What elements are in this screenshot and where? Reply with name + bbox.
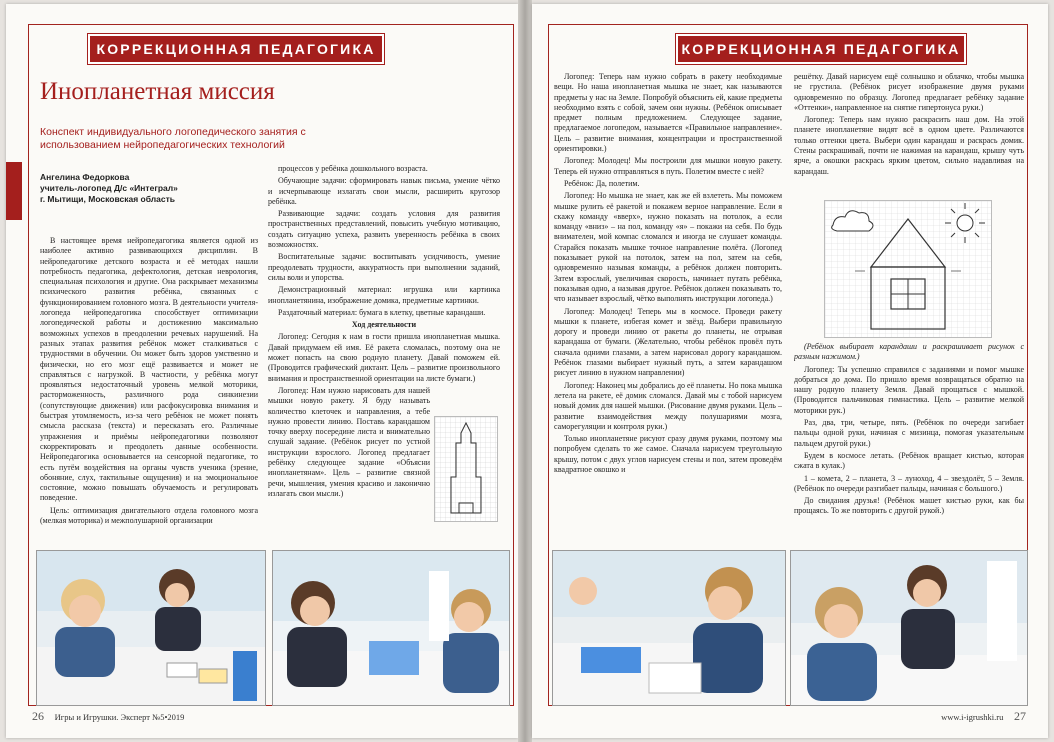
author-city: г. Мытищи, Московская область <box>40 194 175 204</box>
paragraph: Раздаточный материал: бумага в клетку, цветные карандаши. <box>278 307 486 317</box>
paragraph: Демонстрационный материал: игрушка или картинка инопланетянина, изображение домика, предметные картинки. <box>268 285 500 305</box>
paragraph: До свидания друзья! (Ребёнок машет кистью руки, как бы прощаясь. То же повторить с другой рукой.) <box>794 496 1024 516</box>
paragraph: Логопед: Но мышка не знает, как же ей взлететь. Мы поможем мышке рулить её ракетой и покажем верное направление. Если я скажу команду «вверх», нужно показать на потолок, а если команду «вниз» – на пол, команду «я» – покажи на себя. По будь внимателен, мой компас сломался и иногда не слушает команды. Старайся показать мышке точное направление полёта. (Логопед показывает рукой на потолок, затем на пол, затем на себя, одновременно называя команды, а ребёнок должен повторить. Затем взрослый, увеличивая скорость, начинает путать ребёнка, показывая одно, а называя другое. Ребёнок должен показывать то, что называет взрослый, чётко выполнять инструкции логопеда.) <box>554 191 782 304</box>
section-rubric: КОРРЕКЦИОННАЯ ПЕДАГОГИКА <box>676 34 966 64</box>
paragraph: 1 – комета, 2 – планета, 3 – луноход, 4 – звездолёт, 5 – Земля. (Ребёнок по очереди разгибает пальцы, начиная с большого.) <box>794 473 1024 493</box>
paragraph: Логопед: Теперь нам нужно собрать в ракету необходимые вещи. Но наша инопланетная мышка не знает, как называются предметы у нас на Земле. Попробуй объяснить ей, какие предметы необходимо взять с собой, зачем они нужны. (Ребёнок описывает предмет полным предложением. Следующее задание, предлагаемое логопедом, называется «Правильное направление». Цель – развитие внимания, концентрации и пространственной ориентировки.) <box>554 72 782 154</box>
magazine-issue: Игры и Игрушки. Эксперт №5•2019 <box>54 712 185 722</box>
paragraph: Развивающие задачи: создать условия для развития пространственных представлений, повысить учебную мотивацию, создать ситуацию успеха, развить уверенность ребёнка в своих возможностях. <box>268 209 500 250</box>
paragraph: Логопед: Наконец мы добрались до её планеты. Но пока мышка летела на ракете, её домик сломался. Давай мы с тобой нарисуем новый домик для нашей мышки. (Рисование двумя руками. Цель – развитие взаимодействия между полушариями мозга, саморегуляции и контроля руки.) <box>554 380 782 431</box>
lesson-photo-1 <box>36 550 266 706</box>
paragraph: Цель: оптимизация двигательного отдела головного мозга (мелкая моторика) и межполушарной организации <box>40 505 258 526</box>
paragraph: Логопед: Сегодня к нам в гости пришла инопланетная мышка. Давай придумаем ей имя. Её ракета сломалась, поэтому она не может попасть на свою родную планету. Давай поможем ей. (Проводится графический диктант. Цель – развитие произвольного внимания и пространственной ориентации на листе бумаги.) <box>268 332 500 383</box>
spine-gutter <box>518 0 532 742</box>
text-column-4-bottom <box>794 342 1024 548</box>
right-page <box>532 4 1048 738</box>
footer-left <box>32 709 184 724</box>
section-heading: Ход деятельности <box>351 320 417 330</box>
paragraph: решётку. Давай нарисуем ещё солнышко и облачко, чтобы мышка не грустила. (Ребёнок рисует изображение двумя руками одновременно по образцу. Логопед предлагает ребёнку задание «Оттенки», направленное на снятие гипертонуса руки.) <box>794 72 1024 112</box>
rocket-grid-figure <box>434 416 498 522</box>
author-block <box>40 172 230 205</box>
text-column-4-top <box>794 72 1024 196</box>
article-title: Инопланетная миссия <box>40 78 275 105</box>
paragraph: Будем в космосе летать. (Ребёнок вращает кистью, которая сжата в кулак.) <box>794 450 1024 471</box>
author-strip <box>6 162 22 220</box>
paragraph: Ребёнок: Да, полетим. <box>564 178 640 188</box>
text-column-1 <box>40 236 258 548</box>
paragraph: (Ребёнок выбирает карандаши и раскрашивает рисунок с разным нажимом.) <box>794 342 1024 362</box>
lesson-photo-2 <box>272 550 510 706</box>
footer-right <box>941 709 1026 724</box>
lesson-photo-3 <box>552 550 786 706</box>
paragraph: Воспитательные задачи: воспитывать усидчивость, умение преодолевать трудности, аккуратность при выполнении заданий, силы воли и упорства. <box>268 252 500 282</box>
article-subtitle: Конспект индивидуального логопедического занятия с использованием нейропедагогических технологий <box>40 126 306 151</box>
section-rubric: КОРРЕКЦИОННАЯ ПЕДАГОГИКА <box>88 34 384 64</box>
left-page <box>6 4 518 738</box>
author-name: Ангелина Федоркова <box>40 172 130 182</box>
page-number: 26 <box>32 709 44 723</box>
paragraph: Логопед: Молодец! Мы построили для мышки новую ракету. Теперь ей нужно отправляться в путь. Полетим вместе с ней? <box>554 156 782 176</box>
page-number: 27 <box>1014 709 1026 723</box>
paragraph: Обучающие задачи: сформировать навык письма, умение чётко и исчерпывающе излагать свои мысли, расширить кругозор ребёнка. <box>268 176 500 206</box>
paragraph: В настоящее время нейропедагогика является одной из наиболее активно развивающихся дисциплин. В нейропедагогике детского возраста и её методах нашли потребность педагогика, дефектология, детская неврология, специальная психология и другие. Она раскрывает механизмы психического развития ребёнка, связанных с функционированием головного мозга. В деятельности учителя-логопеда нейропедагогика способствует оптимизации логопедической работы и достижению максимально возможных успехов в преодолении речевых нарушений. На разных этапах развития ребёнок может сталкиваться с трудностями в обучении. Он может быть здоров умственно и физически, но его мозг ещё развивается и может не справляться с нагрузкой. В частности, у ребёнка могут проявляться недостаточный уровень мелкой моторики, расторможенность, различного рода синкинезии (сопутствующие движения) или расфокусировка внимания и быстрая утомляемость, из-за чего ребёнок не может понять смысла рассказа (текста) и пересказать его. Различные упражнения и приёмы нейропедагогики позволяют скорректировать и преодолеть данные особенности. Нейропедагогика основывается на сенсорной педагогике, то есть путём воздействия на органы чувств ученика (зрение, обоняние, слух, тактильные ощущения) и на эмоциональное состояние, можно повышать обучаемость и регулировать поведение. <box>40 236 258 503</box>
text-column-3 <box>554 72 782 546</box>
paragraph: Раз, два, три, четыре, пять. (Ребёнок по очереди загибает пальцы одной руки, начиная с мизинца, помогая указательным пальцем другой руки.) <box>794 418 1024 448</box>
lesson-photo-4 <box>790 550 1028 706</box>
paragraph: Логопед: Молодец! Теперь мы в космосе. Проведи ракету мышки к планете, избегая комет и звёзд. Выбери правильную дорогу и проведи линию от ракеты до планеты, не отрывая карандаша от бумаги. (Желательно, чтобы ребёнок провёл путь сначала одними глазами, а затем нарисовал дорогу карандашом. Ребёнок глазами выбирает нужный путь, а затем карандашом рисует линию в нужном направлении) <box>554 306 782 378</box>
paragraph: Логопед: Ты успешно справился с заданиями и помог мышке добраться до дома. По пришло время возвращаться обратно на нашу родную планету Земля. Давай прощаться с мышкой. (Проводится пальчиковая гимнастика. Цель – развитие мелкой моторики рук.) <box>794 364 1024 415</box>
author-position: учитель-логопед Д/с «Интеграл» <box>40 183 178 193</box>
paragraph: Только инопланетяне рисуют сразу двумя руками, поэтому мы попробуем сделать то же самое. Сначала нарисуем треугольную крышу, потом с двух углов нарисуем стены и пол, затем проведём квадратное окошко и <box>554 434 782 474</box>
house-drawing-figure <box>824 200 992 338</box>
paragraph: процессов у ребёнка дошкольного возраста. <box>278 164 428 173</box>
paragraph: Логопед: Теперь нам нужно раскрасить наш дом. На этой планете инопланетяне видят всё в одном цвете. Различаются только оттенки цвета. Выбери один карандаш и раскрась домик. Стены раскрашивай, почти не нажимая на карандаш, крышу чуть ярче, а окошки раскрась ярким цветом, сильно надавливая на карандаш. <box>794 115 1024 176</box>
paragraph: Логопед: Нам нужно нарисовать для нашей мышки новую ракету. Я буду называть количество клеточек и направления, а тебе нужно провести линию. Поставь карандашом точку вверху посередине листа и внимательно слушай задание. (Ребёнок рисует по устной инструкции взрослого. Логопед предлагает ребёнку следующее задание «Объясни инопланетянам». Цель – развитие связной речи, мышления, умения красиво и лаконично излагать свои мысли.) <box>268 385 430 498</box>
website-url[interactable]: www.i-igrushki.ru <box>941 712 1004 722</box>
